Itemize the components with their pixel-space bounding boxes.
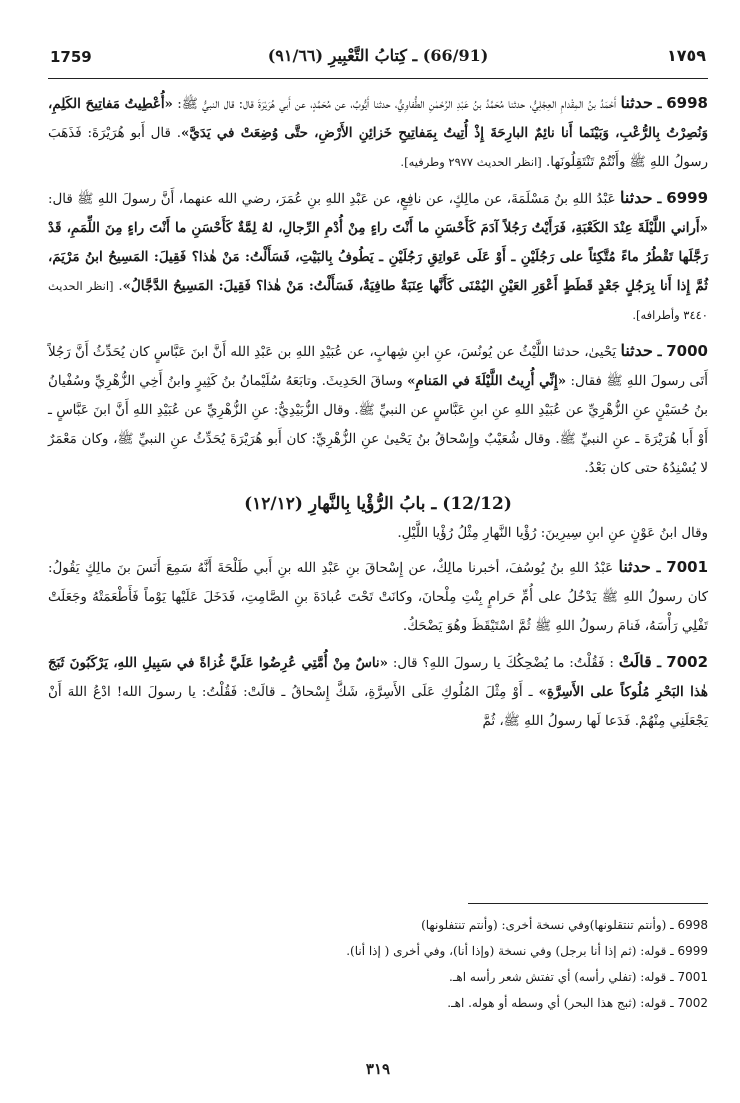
footnote — [48, 938, 708, 964]
hadith-list — [48, 552, 708, 736]
narration-text: يَحْيىٰ، حدثنا اللَّيْثُ عن يُونُسَ، عنِ ابنِ شِهابٍ، عن عُبَيْدِ اللهِ بن عَبْدِ الله أَنَّ ابنَ عَبَّاسٍ كان يُحَدِّثُ أَنَّ رَجُلاً أَتَى رسولَ اللهِ ﷺ فقال: — [48, 345, 708, 389]
separator-dash: ـ — [652, 344, 667, 360]
page-number-footer: ٣١٩ — [365, 1060, 391, 1078]
footnote-divider — [468, 903, 708, 904]
narration-text: . قال أَبو هُرَيْرَةَ: فَذَهَبَ رسولُ اللهِ ﷺ وأَنْتُمْ تَنْتَقِلُونَها. — [48, 126, 708, 170]
hadith-7001 — [48, 552, 708, 641]
footnote-number: 7002 — [677, 996, 708, 1010]
footnote — [48, 912, 708, 938]
hadith-number: 7000 — [666, 342, 708, 360]
footnote-text: ـ قوله: (ثم إذا أنا برجل) وفي نسخة (وإذا أنا)، وفي أخرى ( إذا أنا). — [346, 944, 678, 958]
footnote-number: 6998 — [677, 918, 708, 932]
isnad-opening: حدثنا — [620, 93, 653, 112]
chapter-heading: (12/12) ـ بابُ الرُّؤْيا بِالنَّهارِ (١٢/١٢) — [244, 494, 512, 514]
footnote-text: ـ قوله: (ثبج هذا البحر) أي وسطه أو هوله. اهـ. — [447, 996, 678, 1010]
page-number-latin: 1759 — [50, 48, 92, 66]
cross-reference: [انظر الحديث ٢٩٧٧ وطرفيه]. — [400, 155, 542, 169]
narration-text: وساقَ الحَدِيثَ. وتابَعَهُ سُلَيْمانُ بنُ كَثِيرٍ وابنُ أَخِي الزُّهْرِيِّ وسُفْيانُ بنُ حُسَيْنٍ عنِ الزُّهْرِيِّ عن عُبَيْدِ اللهِ عنِ ابنِ عَبَّاسٍ عن النبيِّ ﷺ. وقال الزُّبَيْدِيُّ: عنِ الزُّهْرِيِّ عن عُبَيْدِ اللهِ أَنَّ ابنَ عَبَّاسٍ ـ أَوْ أَبا هُرَيْرَةَ ـ عنِ النبيِّ ﷺ. وقال شُعَيْبٌ وإِسْحاقُ بنُ يَحْيىٰ عنِ الزُّهْرِيِّ: كان أَبو هُرَيْرَةَ يُحَدِّثُ عنِ النبيِّ ﷺ، وكان مَعْمَرٌ لا يُسْنِدُهُ حتى كان بَعْدُ. — [48, 374, 708, 476]
hadith-6998 — [48, 88, 708, 177]
book-page — [48, 0, 708, 1103]
separator-dash: ـ — [652, 191, 667, 207]
narration-text: عَبْدُ اللهِ بنُ مَسْلَمَةَ، عن مالِكٍ، عن نافِعٍ، عن عَبْدِ اللهِ بنِ عُمَرَ، رضي الله عنهما، أَنَّ رسولَ اللهِ ﷺ قال: — [48, 192, 616, 207]
separator-dash: ـ — [652, 96, 667, 112]
separator-dash: ـ — [651, 655, 667, 671]
prophetic-text: «ناسٌ مِنْ أُمَّتِي عُرِضُوا عَلَيَّ غُزاةً في سَبِيلِ اللهِ، يَرْكَبُونَ ثَبَجَ هٰذا البَحْرِ مُلُوكاً على الأَسِرَّةِ» — [48, 655, 708, 700]
narration-text: . — [113, 279, 123, 294]
main-text — [48, 88, 708, 742]
prophetic-text: «أُعْطِيتُ مَفاتِيحَ الكَلِمِ، وَنُصِرْتُ بِالرُّعْبِ، وَبَيْنَما أَنا نائِمٌ البارِحَةَ إِذْ أُتِيتُ بِمَفاتِيحِ خَزائِنِ الأَرْضِ، حتَّى وُضِعَتْ في يَدَيَّ» — [48, 96, 708, 141]
isnad-opening: قالَتْ — [618, 652, 652, 671]
footnote — [48, 964, 708, 990]
hadith-7000 — [48, 336, 708, 483]
prophetic-text: «أَراني اللَّيْلَةَ عِنْدَ الكَعْبَةِ، فَرَأَيْتُ رَجُلاً آدَمَ كَأَحْسَنِ ما أَنْتَ راءٍ مِنْ أُدْمِ الرِّجالِ، لهُ لِمَّةٌ كَأَحْسَنِ ما أَنْتَ راءٍ مِنَ اللِّمَمِ، قَدْ رَجَّلَها تَقْطُرُ ماءً مُتَّكِئاً على رَجُلَيْنِ ـ أَوْ عَلَى عَواتِقِ رَجُلَيْنِ ـ يَطُوفُ بِالبَيْتِ، فَسَأَلْتُ: مَنْ هٰذا؟ فَقِيلَ: المَسِيحُ ابنُ مَرْيَمَ، ثُمَّ إِذا أَنا بِرَجُلٍ جَعْدٍ قَطَطٍ أَعْوَرِ العَيْنِ اليُمْنَى كَأَنَّها عِنَبَةٌ طافِيَةٌ، فَسَأَلْتُ: مَنْ هٰذا؟ فَقِيلَ: المَسِيحُ الدَّجَّالُ» — [48, 220, 708, 294]
prophetic-text: «إِنِّي أُرِيتُ اللَّيْلَةَ في المَنامِ» — [407, 373, 567, 389]
chapter-subtitle: وقال ابنُ عَوْنٍ عنِ ابنِ سِيرِينَ: رُؤْيا النَّهارِ مِثْلُ رُؤْيا اللَّيْلِ. — [397, 526, 708, 541]
narration-text: ـ أَوْ مِثْلَ المُلُوكِ عَلَى الأَسِرَّةِ، شَكَّ إِسْحاقُ ـ قالَتْ: فَقُلْتُ: يا رسولَ الله! ادْعُ اللهَ أَنْ يَجْعَلَنِي مِنْهُمْ. فَدَعا لَها رسولُ اللهِ ﷺ، ثُمَّ — [48, 685, 708, 729]
hadith-number: 6999 — [666, 189, 709, 207]
separator-dash: ـ — [650, 560, 667, 576]
footnote-number: 7001 — [677, 970, 708, 984]
page-number-arabic: ١٧٥٩ — [666, 46, 706, 65]
narration-text: عَبْدُ اللهِ بنُ يُوسُفَ، أخبرنا مالِكٌ، عن إِسْحاقَ بنِ عَبْدِ الله بنِ أَبي طَلْحَةَ أَنَّهُ سَمِعَ أَنَسَ بنَ مالِكٍ يَقُولُ: كان رسولُ اللهِ ﷺ يَدْخُلُ على أُمِّ حَرامٍ بِنْتِ مِلْحانَ، وكانَتْ تَحْتَ عُبادَةَ بنِ الصَّامِتِ، فَدَخَلَ عَلَيْها يَوْماً فَأَطْعَمَتْهُ وجَعَلَتْ تَفْلِي رَأْسَهُ، فَنامَ رسولُ اللهِ ﷺ ثُمَّ اسْتَيْقَظَ وهُوَ يَضْحَكُ. — [48, 561, 708, 634]
footnote — [48, 990, 708, 1016]
footnote-text: ـ قوله: (تفلي رأسه) أي تفتش شعر رأسه اهـ. — [449, 970, 678, 984]
isnad-opening: حدثنا — [620, 341, 653, 360]
narration-text: أَحْمَدُ بنُ المِقْدامِ العِجْلِيُّ، حدثنا مُحَمَّدُ بنُ عَبْدِ الرَّحْمٰنِ الطُّفاوِيُّ، حدثنا أَيُّوبُ، عن مُحَمَّدٍ، عن أَبي هُرَيْرَةَ قال: قال النبيُّ ﷺ: — [172, 97, 617, 112]
hadith-list — [48, 88, 708, 483]
cross-reference: [انظر الحديث ٣٤٤٠ وأطرافه]. — [48, 279, 708, 322]
isnad-opening: حدثنا — [618, 557, 651, 576]
footnote-text: ـ (وأنتم تنتقلونها)وفي نسخة أخرى: (وأنتم تنتفلونها) — [421, 918, 678, 932]
footnote-number: 6999 — [677, 944, 708, 958]
hadith-number: 7001 — [666, 558, 709, 576]
hadith-number: 6998 — [666, 94, 708, 112]
footnotes — [48, 912, 708, 1016]
narration-text: : فَقُلْتُ: ما يُضْحِكُكَ يا رسولَ اللهِ؟ قال: — [388, 656, 614, 671]
hadith-7002 — [48, 647, 708, 736]
hadith-6999 — [48, 183, 708, 330]
book-title: (66/91) ـ كِتابُ التَّعْبِيرِ (٩١/٦٦) — [267, 46, 489, 65]
running-header — [48, 44, 708, 79]
hadith-number: 7002 — [666, 653, 709, 671]
isnad-opening: حدثنا — [620, 188, 653, 207]
